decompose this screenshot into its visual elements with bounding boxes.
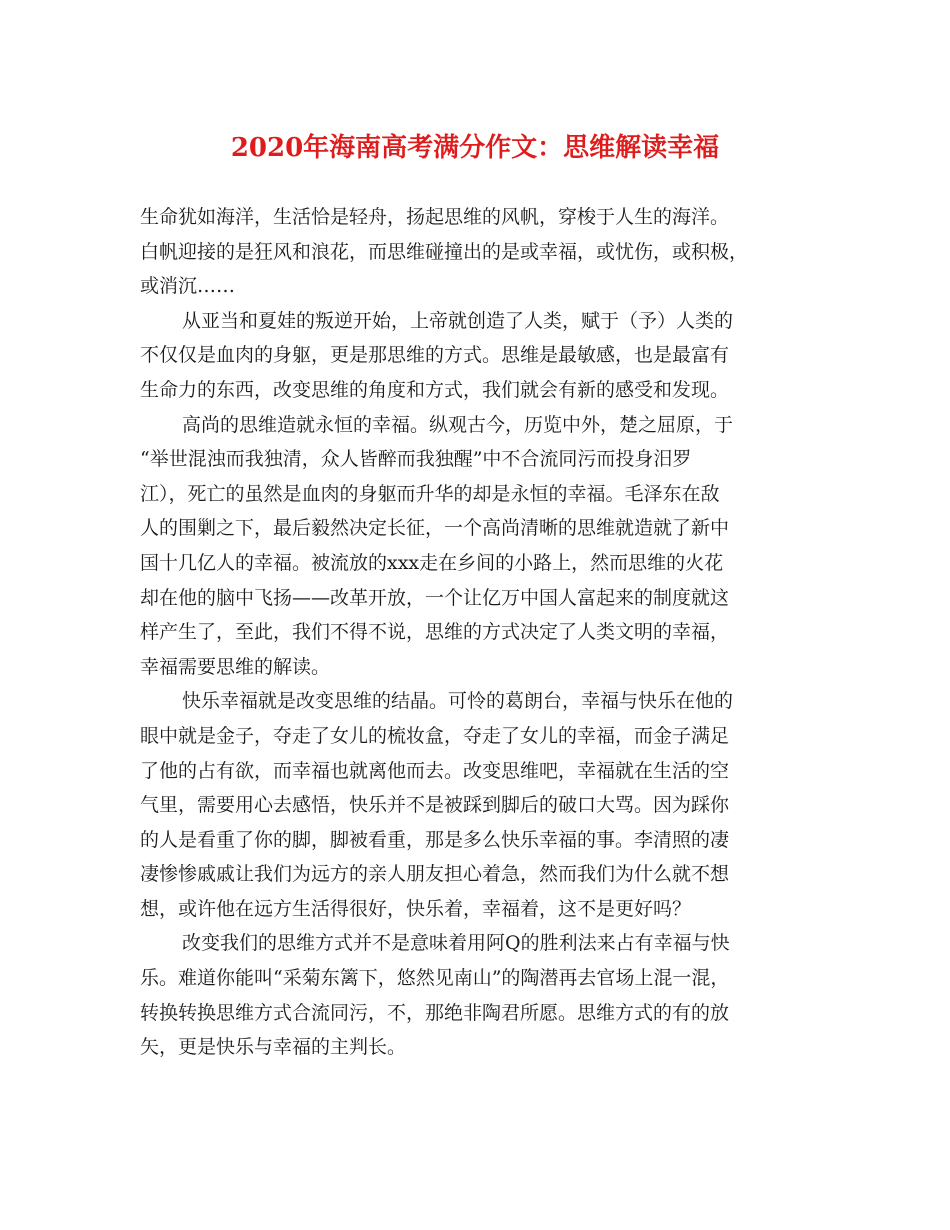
text-line: 了他的占有欲，而幸福也就离他而去。改变思维吧，幸福就在生活的空 <box>140 759 730 782</box>
text-line: 不仅仅是血肉的身躯，更是那思维的方式。思维是最敏感，也是最富有 <box>140 344 730 367</box>
paragraph-first-line: 快乐幸福就是改变思维的结晶。可怜的葛朗台，幸福与快乐在他的 <box>182 690 734 713</box>
text-line: 乐。难道你能叫“采菊东篱下，悠然见南山”的陶潜再去官场上混一混， <box>140 967 730 990</box>
text-line: 的人是看重了你的脚，脚被看重，那是多么快乐幸福的事。李清照的凄 <box>140 828 730 851</box>
text-line: 江），死亡的虽然是血肉的身躯而升华的却是永恒的幸福。毛泽东在敌 <box>140 482 720 505</box>
text-line: “举世混浊而我独清，众人皆醉而我独醒”中不合流同污而投身汨罗 <box>140 448 692 471</box>
text-line: 样产生了，至此，我们不得不说，思维的方式决定了人类文明的幸福， <box>140 621 730 644</box>
paragraph-first-line: 从亚当和夏娃的叛逆开始，上帝就创造了人类，赋于（予）人类的 <box>182 309 734 332</box>
text-line: 矢，更是快乐与幸福的主判长。 <box>140 1036 407 1059</box>
text-line: 白帆迎接的是狂风和浪花，而思维碰撞出的是或幸福，或忧伤，或积极， <box>140 240 749 263</box>
text-line: 气里，需要用心去感悟，快乐并不是被踩到脚后的破口大骂。因为踩你 <box>140 794 730 817</box>
text-line: 人的围剿之下，最后毅然决定长征，一个高尚清晰的思维就造就了新中 <box>140 517 730 540</box>
text-line: 幸福需要思维的解读。 <box>140 655 331 678</box>
text-line: 或消沉…… <box>140 275 236 298</box>
text-line: 生命犹如海洋，生活恰是轻舟，扬起思维的风帆，穿梭于人生的海洋。 <box>140 206 730 228</box>
text-line: 国十几亿人的幸福。被流放的xxx走在乡间的小路上，然而思维的火花 <box>140 551 724 574</box>
text-line: 想，或许他在远方生活得很好，快乐着，幸福着，这不是更好吗？ <box>140 897 692 920</box>
text-line: 凄惨惨戚戚让我们为远方的亲人朋友担心着急，然而我们为什么就不想 <box>140 863 730 886</box>
essay-body <box>140 200 840 1065</box>
text-line: 却在他的脑中飞扬——改革开放，一个让亿万中国人富起来的制度就这 <box>140 586 730 609</box>
paragraph-first-line: 高尚的思维造就永恒的幸福。纵观古今，历览中外，楚之屈原，于 <box>182 413 734 436</box>
text-line: 转换转换思维方式合流同污，不，那绝非陶君所愿。思维方式的有的放 <box>140 1001 730 1024</box>
text-line: 生命力的东西，改变思维的角度和方式，我们就会有新的感受和发现。 <box>140 378 730 401</box>
paragraph-first-line: 改变我们的思维方式并不是意味着用阿Q的胜利法来占有幸福与快 <box>182 932 730 955</box>
text-line: 眼中就是金子，夺走了女儿的梳妆盒，夺走了女儿的幸福，而金子满足 <box>140 724 730 747</box>
document-title: 2020年海南高考满分作文：思维解读幸福 <box>230 133 720 163</box>
